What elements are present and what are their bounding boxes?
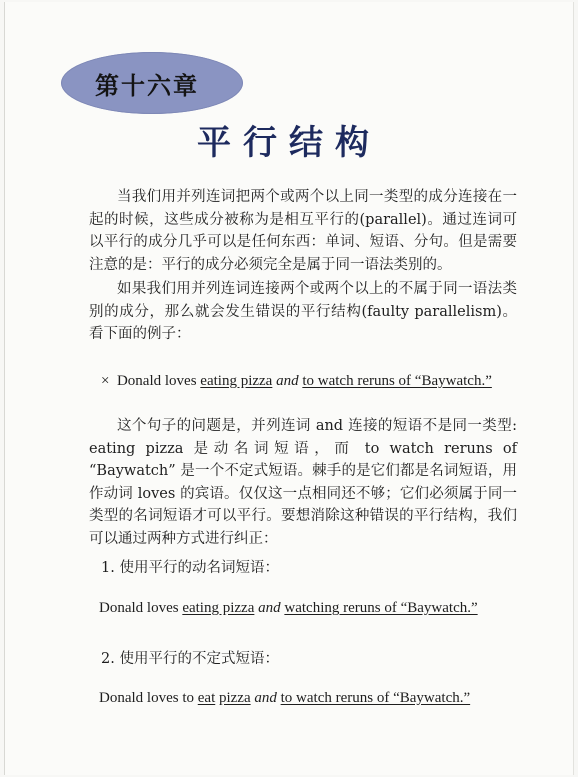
example-pre: Donald loves to xyxy=(99,690,198,706)
chapter-label: 第十六章 xyxy=(95,71,199,100)
fix-example-2 xyxy=(99,690,470,707)
example-phrase-2: watching reruns of “Baywatch.” xyxy=(284,600,478,616)
example-phrase-2: to watch reruns of “Baywatch.” xyxy=(280,690,471,706)
paragraph-faulty: 如果我们用并列连词连接两个或两个以上的不属于同一语法类别的成分，那么就会发生错误的平行结构(faulty parallelism)。看下面的例子： xyxy=(89,281,517,342)
example-phrase-1b: pizza xyxy=(218,690,251,706)
chapter-badge xyxy=(61,52,243,114)
fix-example-1 xyxy=(99,600,478,617)
wrong-mark-icon: × xyxy=(101,373,110,389)
wrong-example xyxy=(101,373,492,390)
paragraph-explanation: 这个句子的问题是，并列连词 and 连接的短语不是同一类型: eating pizza 是动名词短语，而 to watch reruns of “Baywatch” 是一个不定式短语。棘手的是它们都是名词短语，用作动词 loves 的宾语。仅仅这一点相同还不够；它们必须属于同一类型的名词短语才可以平行。要想消除这种错误的平行结构，我们可以通过两种方式进行纠正： xyxy=(89,418,517,547)
paragraph-intro: 当我们用并列连词把两个或两个以上同一类型的成分连接在一起的时候，这些成分被称为是相互平行的(parallel)。通过连词可以平行的成分几乎可以是任何东西：单词、短语、分句。但是需要注意的是：平行的成分必须完全是属于同一语法类别的。 xyxy=(89,189,517,273)
example-pre: Donald loves xyxy=(99,600,183,616)
example-phrase-2: to watch reruns of “Baywatch.” xyxy=(302,373,492,389)
page-title: 平行结构 xyxy=(197,123,381,163)
example-pre: Donald loves xyxy=(116,373,201,389)
example-conj: and xyxy=(258,600,281,616)
example-phrase-1a: eat xyxy=(197,690,216,706)
fix-label-1: 1. 使用平行的动名词短语： xyxy=(101,560,279,576)
example-phrase-1: eating pizza xyxy=(200,373,273,389)
example-phrase-1: eating pizza xyxy=(182,600,255,616)
example-conj: and xyxy=(254,690,277,706)
book-page xyxy=(4,2,574,775)
fix-label-2: 2. 使用平行的不定式短语： xyxy=(101,651,279,667)
example-conj: and xyxy=(276,373,299,389)
